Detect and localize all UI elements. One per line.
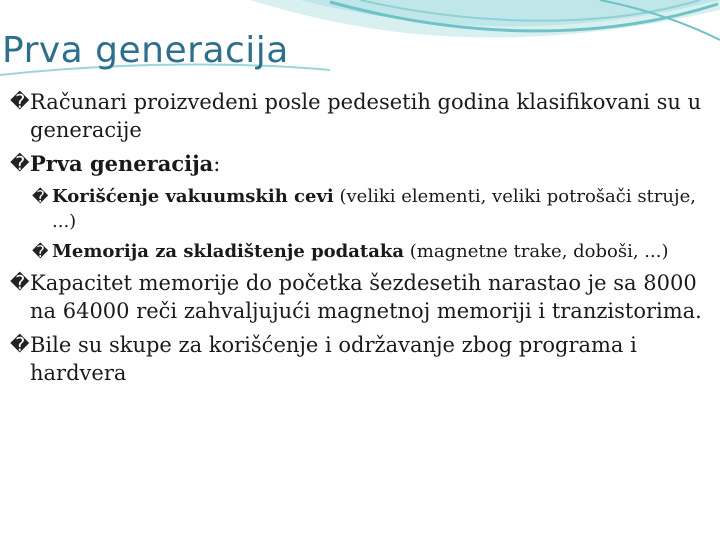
item-bold-text: Korišćenje vakuumskih cevi [52, 186, 334, 207]
item-text: Računari proizvedeni posle pedesetih godina klasifikovani su u generacije [30, 90, 702, 142]
bullet-icon: � [10, 272, 30, 294]
sub-list-item [10, 239, 710, 264]
bullet-icon: � [32, 187, 49, 206]
sub-list-item [10, 184, 710, 234]
bullet-icon: � [32, 242, 49, 261]
item-bold-text: Prva generacija [30, 151, 214, 176]
item-text: Kapacitet memorije do početka šezdesetih narastao je sa 8000 na 64000 reči zahvaljujući magnetnoj memoriji i tranzistorima. [30, 271, 702, 323]
item-text: (veliki elementi, veliki potrošači struje, ...) [52, 186, 696, 232]
bullet-icon: � [10, 334, 30, 356]
slide-body [10, 88, 710, 393]
item-text: (magnetne trake, doboši, ...) [404, 241, 669, 262]
list-item [10, 88, 710, 144]
list-item [10, 150, 710, 178]
bullet-icon: � [10, 91, 30, 113]
slide-title: Prva generacija [2, 30, 289, 71]
list-item [10, 331, 710, 387]
bullet-icon: � [10, 153, 30, 175]
list-item [10, 269, 710, 325]
item-text: Bile su skupe za korišćenje i održavanje zbog programa i hardvera [30, 333, 637, 385]
item-text: : [213, 152, 221, 176]
item-bold-text: Memorija za skladištenje podataka [52, 241, 405, 262]
